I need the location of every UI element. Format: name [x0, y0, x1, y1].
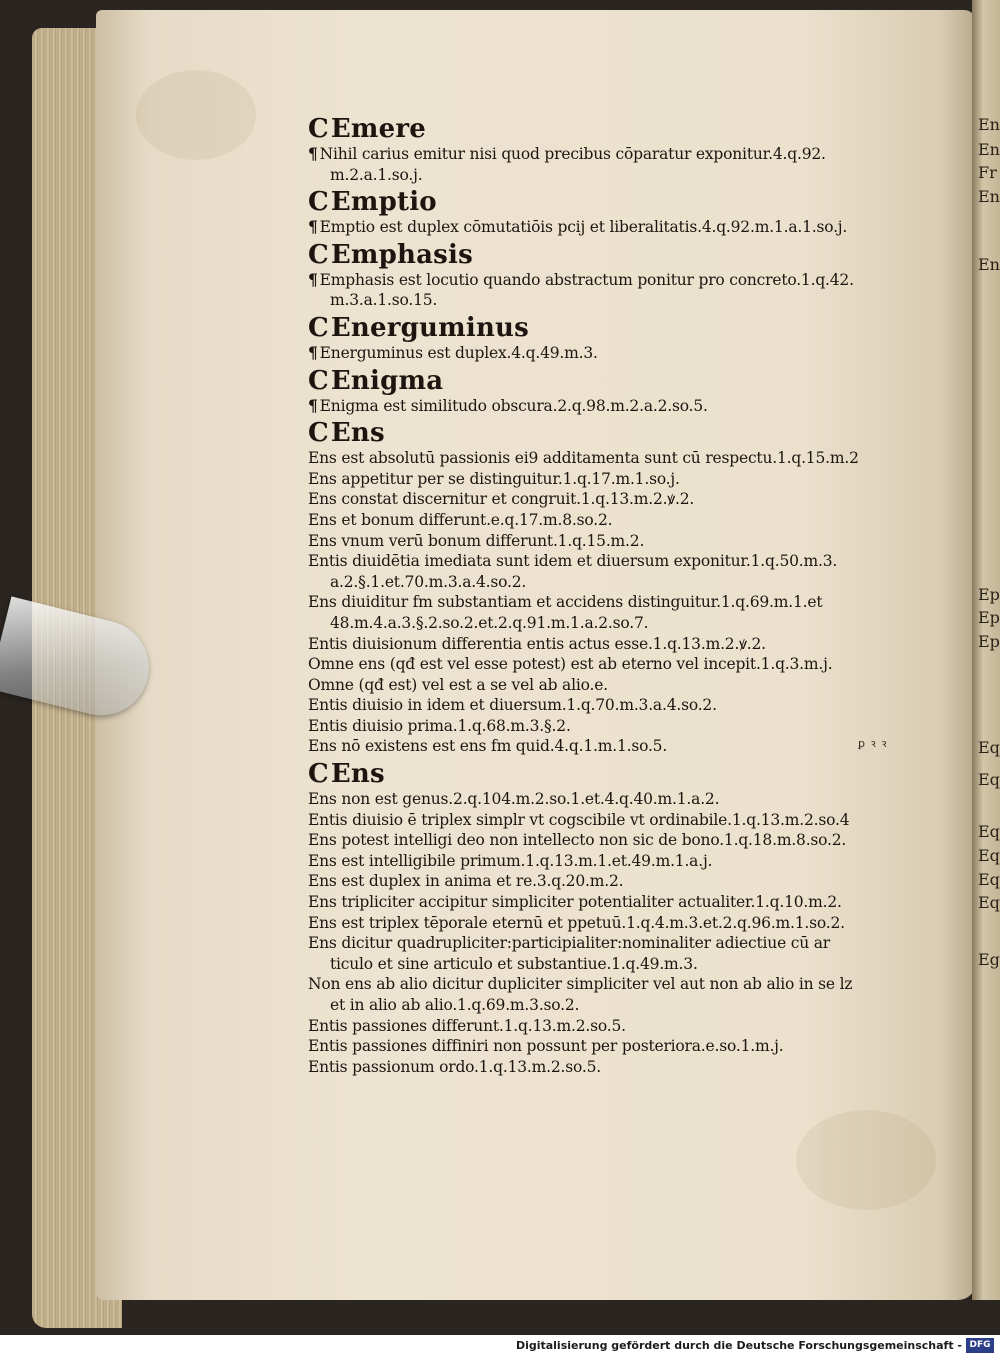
index-entry — [308, 995, 908, 1016]
index-entry — [308, 675, 908, 696]
index-entry-text: Ens appetitur per se distinguitur.1.q.17.m.1.so.j. — [308, 469, 680, 488]
index-entry — [308, 1016, 908, 1037]
index-entry-text: Nihil carius emitur nisi quod precibus cōparatur exponitur.4.q.92. — [319, 145, 826, 163]
pilcrow-mark: ¶ — [308, 144, 318, 163]
index-entry-text: Entis passionum ordo.1.q.13.m.2.so.5. — [308, 1057, 601, 1076]
index-entry-text: Ens constat discernitur et congruit.1.q.13.m.2.ꝟ.2. — [308, 490, 695, 509]
facing-page-letter: Eq — [978, 738, 1000, 757]
index-entry — [308, 933, 908, 954]
index-entry-text: 48.m.4.a.3.§.2.so.2.et.2.q.91.m.1.a.2.so.7. — [330, 613, 649, 632]
pilcrow-mark: ¶ — [308, 269, 318, 289]
index-entry — [308, 270, 908, 291]
facing-page-letter: Eq — [978, 822, 1000, 841]
index-entry — [308, 551, 908, 572]
capitulum-mark: C — [308, 239, 329, 270]
facing-page-edge — [972, 0, 1000, 1300]
section-heading-label: Emptio — [330, 187, 437, 218]
index-entry-text: Enigma est similitudo obscura.2.q.98.m.2.a.2.so.5. — [319, 396, 708, 415]
index-entry-text: Ens est triplex tēporale eternū et ppetuū.1.q.4.m.3.et.2.q.96.m.1.so.2. — [308, 913, 845, 932]
section-heading — [308, 240, 908, 270]
index-entry — [308, 871, 908, 892]
index-entry — [308, 810, 908, 831]
index-entry — [308, 892, 908, 913]
index-entry-text: Ens est absolutū passionis ei9 additamenta sunt cū respectu.1.q.15.m.2 — [308, 449, 859, 468]
facing-page-letter: Eq — [978, 770, 1000, 789]
index-entry-text: m.3.a.1.so.15. — [330, 291, 438, 310]
pilcrow-mark: ¶ — [308, 395, 318, 415]
index-entry-text: Emptio est duplex cōmutatiōis pcij et liberalitatis.4.q.92.m.1.a.1.so.j. — [319, 218, 848, 237]
facing-page-letter: Eq — [978, 870, 1000, 889]
section-heading-label: Enigma — [330, 365, 444, 396]
index-entry — [308, 510, 908, 531]
facing-page-letter: En — [978, 187, 1000, 206]
capitulum-mark: C — [308, 759, 329, 790]
section-heading-label: Ens — [330, 759, 385, 790]
index-entry — [308, 572, 908, 593]
facing-page-letter: En — [978, 115, 1000, 134]
index-entry-text: Ens est duplex in anima et re.3.q.20.m.2. — [308, 872, 624, 891]
facing-page-letter: Eg — [978, 950, 1000, 969]
index-entry — [308, 165, 908, 186]
capitulum-mark: C — [308, 365, 329, 396]
capitulum-mark: C — [308, 187, 329, 218]
index-entry-text: Non ens ab alio dicitur dupliciter simpliciter vel aut non ab alio in se lz — [308, 975, 853, 994]
index-entry-text: Ens vnum verū bonum differunt.1.q.15.m.2. — [308, 531, 645, 550]
index-entry — [308, 592, 908, 613]
index-entry — [308, 695, 908, 716]
index-entry — [308, 830, 908, 851]
index-text-block — [308, 112, 908, 1077]
index-entry-text: Ens nō existens est ens fm quid.4.q.1.m.1.so.5. — [308, 737, 668, 756]
capitulum-mark: C — [308, 418, 329, 449]
index-entry — [308, 654, 908, 675]
index-entry — [308, 290, 908, 311]
facing-page-letter: En — [978, 255, 1000, 274]
index-entry — [308, 343, 908, 364]
dfg-logo: DFG — [966, 1338, 994, 1353]
index-entry — [308, 448, 908, 469]
facing-page-letter: Ep — [978, 585, 1000, 604]
index-entry-text: ticulo et sine articulo et substantiue.1.q.49.m.3. — [330, 954, 698, 973]
index-entry — [308, 613, 908, 634]
index-entry — [308, 954, 908, 975]
index-entry-text: Ens diuiditur fm substantiam et accidens distinguitur.1.q.69.m.1.et — [308, 593, 823, 612]
section-heading — [308, 187, 908, 217]
section-heading — [308, 114, 908, 144]
index-entry-text: Entis diuidētia imediata sunt idem et diuersum exponitur.1.q.50.m.3. — [308, 552, 838, 571]
index-entry-text: Omne (qđ est) vel est a se vel ab alio.e. — [308, 675, 608, 694]
section-heading-label: Emphasis — [330, 239, 473, 270]
pilcrow-mark: ¶ — [308, 342, 318, 362]
margin-mark: ꝑ ꝛ ꝛ — [858, 737, 888, 750]
capitulum-mark: C — [308, 114, 329, 144]
index-entry-text: Entis passiones diffiniri non possunt per posteriora.e.so.1.m.j. — [308, 1037, 784, 1056]
index-entry-text: Entis diuisio in idem et diuersum.1.q.70.m.3.a.4.so.2. — [308, 696, 717, 715]
index-entry-text: Ens est intelligibile primum.1.q.13.m.1.et.49.m.1.a.j. — [308, 851, 713, 870]
section-heading-label: Energuminus — [330, 312, 529, 343]
section-heading — [308, 366, 908, 396]
section-heading — [308, 313, 908, 343]
index-entry — [308, 913, 908, 934]
facing-page-letter: Eq — [978, 893, 1000, 912]
facing-page-letter: En — [978, 140, 1000, 159]
index-entry-text: Entis diuisionum differentia entis actus esse.1.q.13.m.2.ꝟ.2. — [308, 634, 766, 653]
index-entry-text: Omne ens (qđ est vel esse potest) est ab eterno vel incepit.1.q.3.m.j. — [308, 655, 833, 674]
facing-page-letter: Ep — [978, 632, 1000, 651]
index-entry — [308, 1036, 908, 1057]
index-entry-text: Ens et bonum differunt.e.q.17.m.8.so.2. — [308, 510, 613, 529]
index-entry — [308, 789, 908, 810]
footer-text: Digitalisierung gefördert durch die Deutsche Forschungsgemeinschaft - — [515, 1339, 962, 1352]
index-entry — [308, 217, 908, 238]
facing-page-letter: Eq — [978, 846, 1000, 865]
index-entry-text: Energuminus est duplex.4.q.49.m.3. — [319, 343, 598, 362]
facing-page-letter: Ep — [978, 608, 1000, 627]
capitulum-mark: C — [308, 312, 329, 343]
index-entry — [308, 716, 908, 737]
index-entry-text: et in alio ab alio.1.q.69.m.3.so.2. — [330, 996, 580, 1014]
index-entry-text: Entis passiones differunt.1.q.13.m.2.so.5. — [308, 1016, 626, 1035]
index-entry-text: Emphasis est locutio quando abstractum ponitur pro concreto.1.q.42. — [319, 270, 854, 289]
index-entry-text: Entis diuisio ē triplex simplr vt cogscibile vt ordinabile.1.q.13.m.2.so.4 — [308, 810, 850, 829]
section-heading — [308, 759, 908, 789]
index-entry-text: Ens potest intelligi deo non intellecto non sic de bono.1.q.18.m.8.so.2. — [308, 831, 847, 850]
section-heading-label: Emere — [330, 114, 427, 144]
index-entry — [308, 736, 908, 757]
index-entry — [308, 851, 908, 872]
index-entry — [308, 489, 908, 510]
index-entry — [308, 469, 908, 490]
index-entry — [308, 144, 908, 165]
section-heading-label: Ens — [330, 418, 385, 449]
index-entry — [308, 1057, 908, 1078]
section-heading — [308, 418, 908, 448]
index-entry-text: a.2.§.1.et.70.m.3.a.4.so.2. — [330, 572, 527, 591]
index-entry — [308, 634, 908, 655]
index-entry-text: Ens tripliciter accipitur simpliciter potentialiter actualiter.1.q.10.m.2. — [308, 893, 842, 912]
index-entry — [308, 974, 908, 995]
index-entry-text: Entis diuisio prima.1.q.68.m.3.§.2. — [308, 716, 571, 735]
index-entry — [308, 396, 908, 417]
index-entry-text: m.2.a.1.so.j. — [330, 165, 423, 184]
index-entry-text: Ens dicitur quadrupliciter:participialiter:nominaliter adiectiue cū ar — [308, 934, 831, 953]
index-entry — [308, 531, 908, 552]
digitization-footer — [0, 1335, 1000, 1357]
pilcrow-mark: ¶ — [308, 217, 318, 237]
index-entry-text: Ens non est genus.2.q.104.m.2.so.1.et.4.q.40.m.1.a.2. — [308, 790, 720, 809]
facing-page-letter: Fr — [978, 163, 997, 182]
